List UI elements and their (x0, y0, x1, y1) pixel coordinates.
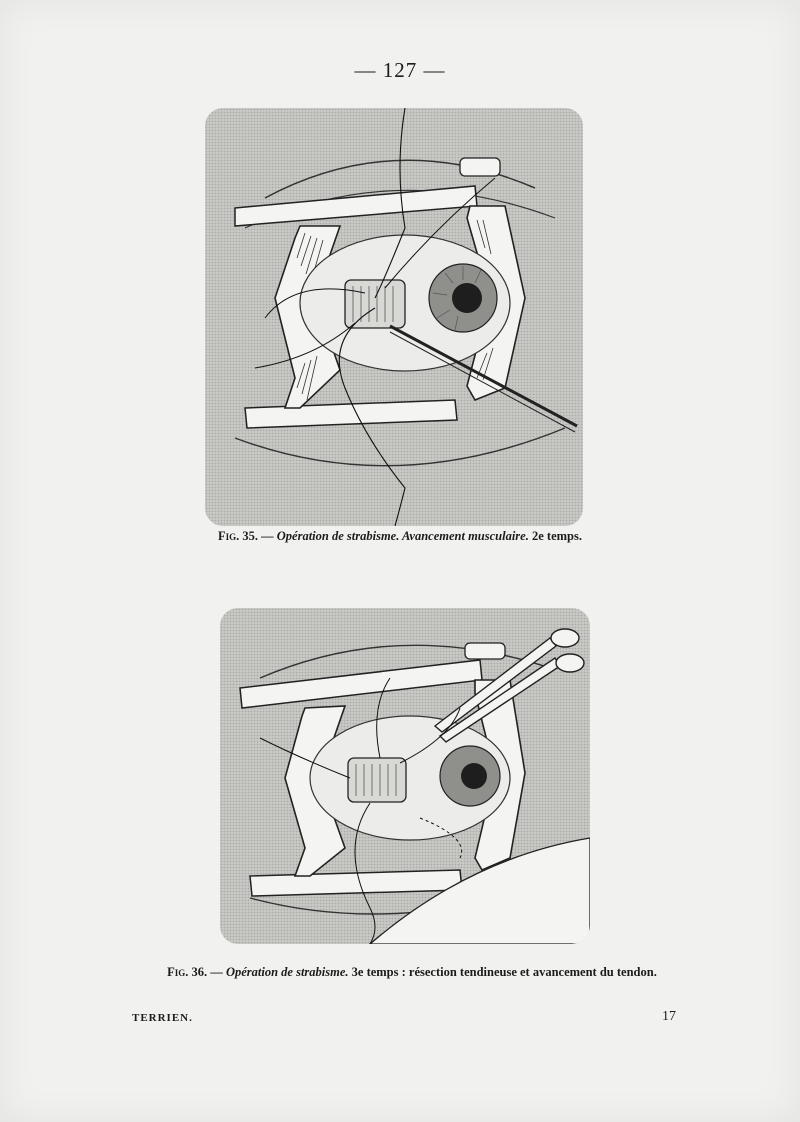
page-number: — 127 — (354, 58, 446, 82)
figure-36-caption (112, 965, 712, 980)
figure-36-title: — Opération de strabisme. (210, 965, 349, 979)
figure-36-label: Fig. 36. (167, 965, 208, 979)
figure-35-label: Fig. 35. (218, 529, 259, 543)
tendon-resection-drawing (220, 608, 590, 944)
footer-sheet-number: 17 (662, 1009, 676, 1024)
footer-signature: TERRIEN. (132, 1012, 193, 1024)
figure-35-tail: 2e temps. (531, 529, 582, 543)
strabismus-advancement-drawing (205, 108, 583, 526)
figure-36-illustration (220, 608, 590, 944)
figure-35-title: — Opération de strabisme. Avancement musculaire. (261, 529, 529, 543)
figure-35-illustration (205, 108, 583, 526)
figure-35-caption (140, 529, 660, 544)
figure-36-tail: 3e temps : résection tendineuse et avancement du tendon. (351, 965, 657, 979)
